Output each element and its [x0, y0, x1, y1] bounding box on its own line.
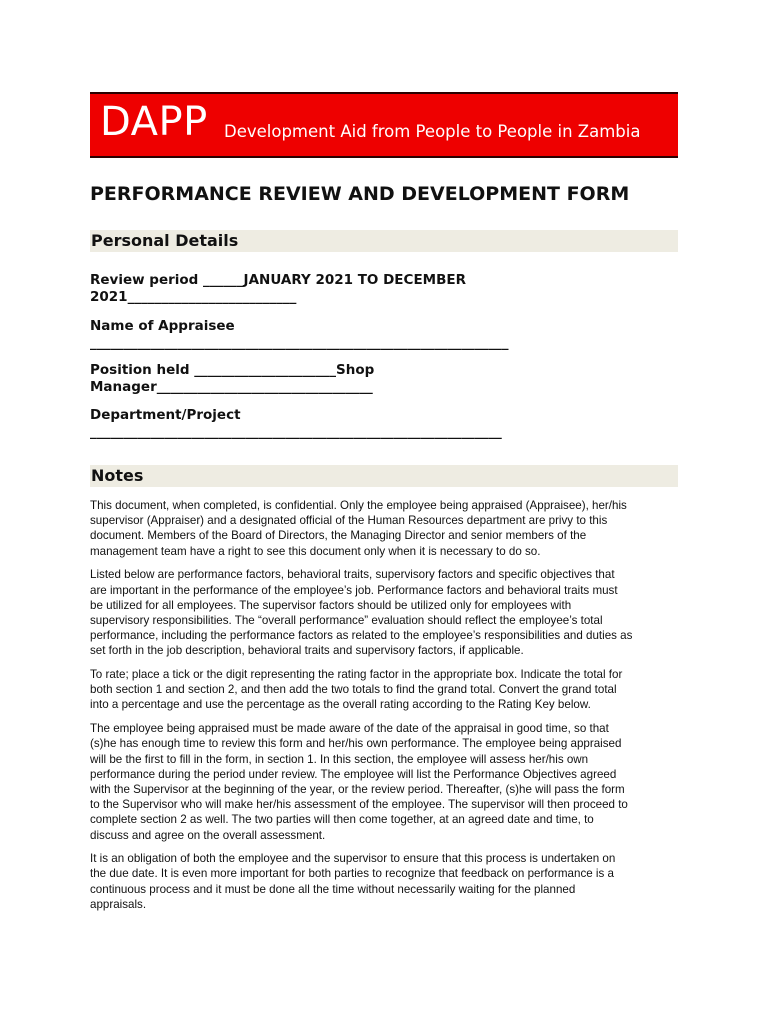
appraisee-name-field	[90, 318, 690, 352]
form-title: PERFORMANCE REVIEW AND DEVELOPMENT FORM	[90, 183, 630, 205]
brand-logo-text: DAPP	[100, 99, 208, 145]
appraisee-name-blank: ______________________________________________________________	[90, 335, 509, 351]
position-held-line-1: Position held _____________________Shop	[90, 362, 375, 378]
header-banner	[90, 92, 678, 158]
review-period-line-1: Review period ______JANUARY 2021 TO DECEMBER	[90, 272, 467, 288]
department-project-label: Department/Project	[90, 407, 241, 423]
notes-paragraph-obligation: It is an obligation of both the employee and the supervisor to ensure that this process is undertaken on the due date. It is even more important for both parties to recognize that feedback on performance is a continuous process and it must be done all the time without necessarily waiting for the planned appraisals.	[90, 852, 616, 911]
review-period-line-2: 2021_________________________	[90, 289, 297, 305]
notes-paragraph-factors: Listed below are performance factors, behavioral traits, supervisory factors and specific objectives that are important in the performance of the employee’s job. Performance factors and behavioral traits must be utilized for all employees. The supervisor factors should be utilized only for employees with supervisory responsibilities. The “overall performance” evaluation should reflect the employee’s total performance, including the performance factors as related to the employee’s responsibilities and duties as set forth in the job description, behavioral traits and supervisory factors, if applicable.	[90, 568, 633, 658]
section-heading-notes: Notes	[90, 465, 678, 487]
notes-paragraph-rating-instructions: To rate; place a tick or the digit representing the rating factor in the appropriate box. Indicate the total for both section 1 and section 2, and then add the two totals to find the grand total. Convert the grand total into a percentage and use the percentage as the overall rating according to the Rating Key below.	[90, 668, 623, 712]
notes-body	[90, 498, 680, 921]
position-held-line-2: Manager________________________________	[90, 379, 373, 395]
notes-paragraph-appraisal-process: The employee being appraised must be made aware of the date of the appraisal in good time, so that (s)he has enough time to review this form and her/his own performance. The employee being appraised will be the first to fill in the form, in section 1. In this section, the employee will assess her/his own performance during the period under review. The employee will list the Performance Objectives agreed with the Supervisor at the beginning of the year, or the review period. Thereafter, (s)he will pass the form to the Supervisor who will make her/his assessment of the employee. The supervisor will then proceed to complete section 2 as well. The two parties will then come together, at an agreed date and time, to discuss and agree on the overall assessment.	[90, 722, 628, 842]
appraisee-name-label: Name of Appraisee	[90, 318, 235, 334]
position-held-field	[90, 362, 690, 396]
section-heading-personal-details: Personal Details	[90, 230, 678, 252]
review-period-field	[90, 272, 690, 306]
notes-paragraph-confidentiality: This document, when completed, is confidential. Only the employee being appraised (Appraisee), her/his supervisor (Appraiser) and a designated official of the Human Resources department are privy to this document. Members of the Board of Directors, the Managing Director and senior members of the management team have a right to see this document only when it is necessary to do so.	[90, 499, 627, 558]
department-project-field	[90, 407, 690, 441]
organization-name: Development Aid from People to People in Zambia	[224, 122, 641, 141]
department-project-blank: _____________________________________________________________	[90, 424, 502, 440]
